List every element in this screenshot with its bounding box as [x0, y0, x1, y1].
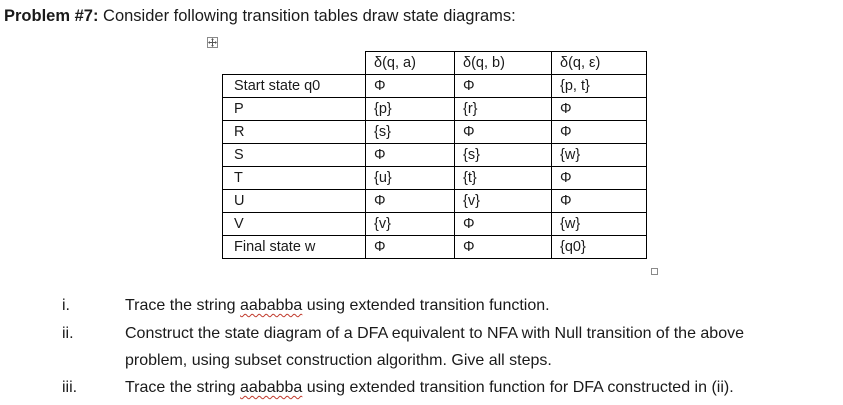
- table-row: [223, 213, 647, 236]
- transition-epsilon-cell: Φ: [552, 121, 647, 144]
- header-state-cell: [223, 52, 366, 75]
- state-cell: V: [223, 213, 366, 236]
- transition-a-cell: Φ: [366, 75, 455, 98]
- state-cell: R: [223, 121, 366, 144]
- transition-a-cell: {s}: [366, 121, 455, 144]
- table-row: [223, 236, 647, 259]
- transition-a-cell: Φ: [366, 144, 455, 167]
- transition-epsilon-cell: {w}: [552, 213, 647, 236]
- transition-b-cell: Φ: [455, 121, 552, 144]
- table-resize-handle-icon[interactable]: [651, 268, 658, 275]
- table-row: [223, 75, 647, 98]
- transition-epsilon-cell: {q0}: [552, 236, 647, 259]
- table-row: [223, 190, 647, 213]
- transition-a-cell: {u}: [366, 167, 455, 190]
- question-text: Trace the string aababba using extended transition function for DFA constructed in (ii).: [125, 379, 734, 396]
- state-cell: Start state q0: [223, 75, 366, 98]
- transition-b-cell: Φ: [455, 213, 552, 236]
- header-delta-b: δ(q, b): [455, 52, 552, 75]
- table-row: [223, 98, 647, 121]
- state-cell: Final state w: [223, 236, 366, 259]
- transition-epsilon-cell: Φ: [552, 190, 647, 213]
- transition-a-cell: {p}: [366, 98, 455, 121]
- question-number: ii.: [62, 325, 74, 342]
- spellcheck-word: aababba: [240, 379, 303, 396]
- table-row: [223, 167, 647, 190]
- transition-b-cell: {v}: [455, 190, 552, 213]
- transition-a-cell: {v}: [366, 213, 455, 236]
- transition-b-cell: {s}: [455, 144, 552, 167]
- transition-b-cell: {t}: [455, 167, 552, 190]
- transition-b-cell: Φ: [455, 236, 552, 259]
- header-delta-epsilon: δ(q, ε): [552, 52, 647, 75]
- transition-b-cell: Φ: [455, 75, 552, 98]
- transition-a-cell: Φ: [366, 190, 455, 213]
- transition-epsilon-cell: {w}: [552, 144, 647, 167]
- transition-epsilon-cell: Φ: [552, 98, 647, 121]
- question-number: iii.: [62, 379, 78, 396]
- question-text: problem, using subset construction algorithm. Give all steps.: [125, 352, 552, 369]
- spellcheck-word: aababba: [240, 297, 303, 314]
- problem-number: Problem #7:: [4, 7, 99, 25]
- state-cell: U: [223, 190, 366, 213]
- state-cell: S: [223, 144, 366, 167]
- question-text: Construct the state diagram of a DFA equivalent to NFA with Null transition of the above: [125, 325, 744, 342]
- transition-b-cell: {r}: [455, 98, 552, 121]
- question-number: i.: [62, 297, 70, 314]
- problem-statement: Consider following transition tables draw state diagrams:: [98, 7, 516, 25]
- state-cell: T: [223, 167, 366, 190]
- transition-epsilon-cell: Φ: [552, 167, 647, 190]
- table-row: [223, 144, 647, 167]
- table-header-row: [223, 52, 647, 75]
- transition-a-cell: Φ: [366, 236, 455, 259]
- table-row: [223, 121, 647, 144]
- transition-epsilon-cell: {p, t}: [552, 75, 647, 98]
- transition-table: [222, 51, 647, 259]
- state-cell: P: [223, 98, 366, 121]
- header-delta-a: δ(q, a): [366, 52, 455, 75]
- table-move-handle-icon[interactable]: [207, 37, 218, 48]
- question-text: Trace the string aababba using extended transition function.: [125, 297, 550, 314]
- problem-heading: [4, 7, 516, 26]
